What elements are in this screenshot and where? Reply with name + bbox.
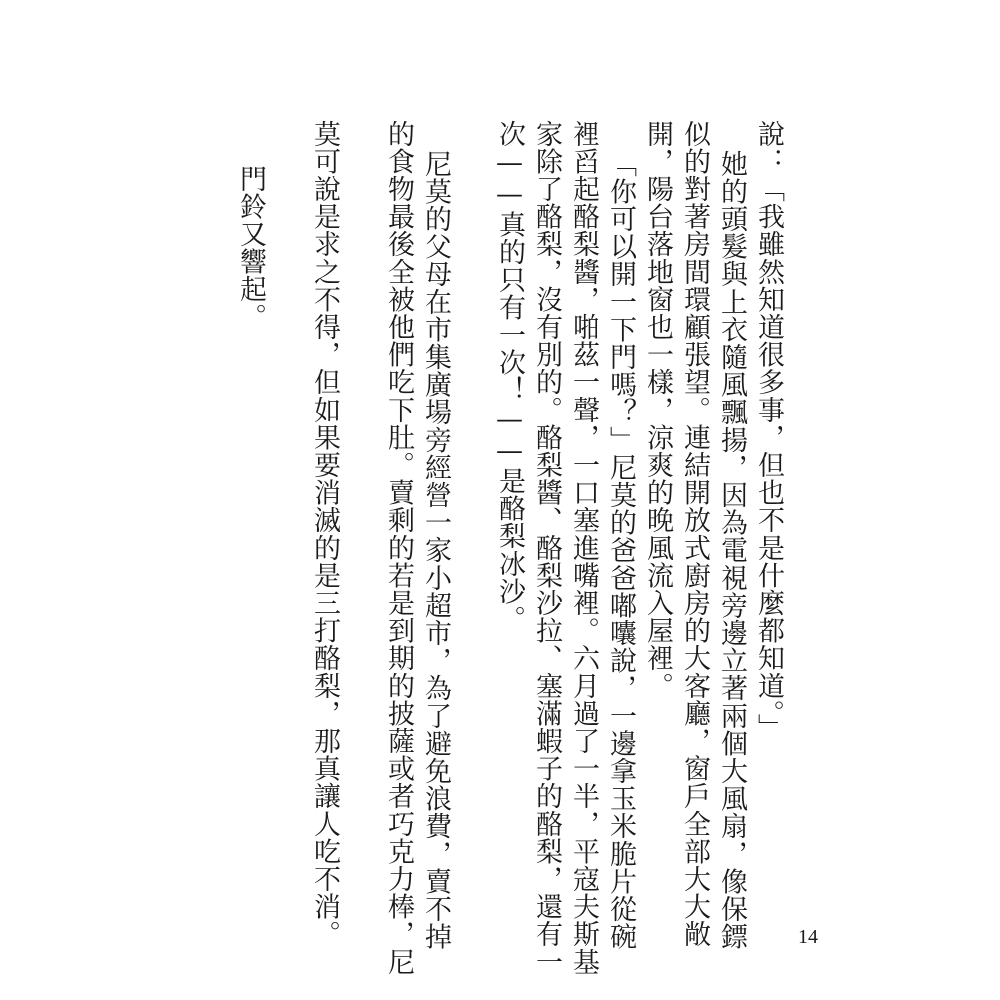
- text-column: 她的頭髮與上衣隨風飄揚，因為電視旁邊立著兩個大風扇，像保鏢: [716, 150, 747, 951]
- text-column: 裡舀起酪梨醬，啪茲一聲，一口塞進嘴裡。六月過了一半，平寇夫斯基: [568, 120, 599, 976]
- text-column: 次——真的只有一次！——是酪梨冰沙。: [494, 120, 525, 633]
- text-column: 說：「我雖然知道很多事，但也不是什麼都知道。」: [753, 120, 784, 742]
- text-column: 的食物最後全被他們吃下肚。賣剩的若是到期的披薩或者巧克力棒，尼: [383, 120, 414, 976]
- text-column: 開，陽台落地窗也一樣，涼爽的晚風流入屋裡。: [642, 120, 673, 700]
- text-column: 似的對著房間環顧張望。連結開放式廚房的大客廳，窗戶全部大大敞: [679, 120, 710, 948]
- page-number: 14: [798, 926, 818, 948]
- text-column: 莫可說是求之不得，但如果要消滅的是三打酪梨，那真讓人吃不消。: [309, 120, 340, 948]
- text-column: 「你可以開一下門嗎？」尼莫的爸爸嘟囔說，一邊拿玉米脆片從碗: [605, 150, 636, 951]
- text-column: 家除了酪梨，沒有別的。酪梨醬、酪梨沙拉、塞滿蝦子的酪梨，還有一: [531, 120, 562, 976]
- text-column: 門鈴又響起。: [235, 165, 266, 331]
- text-column: 尼莫的父母在市集廣場旁經營一家小超市，為了避免浪費，賣不掉: [420, 150, 451, 951]
